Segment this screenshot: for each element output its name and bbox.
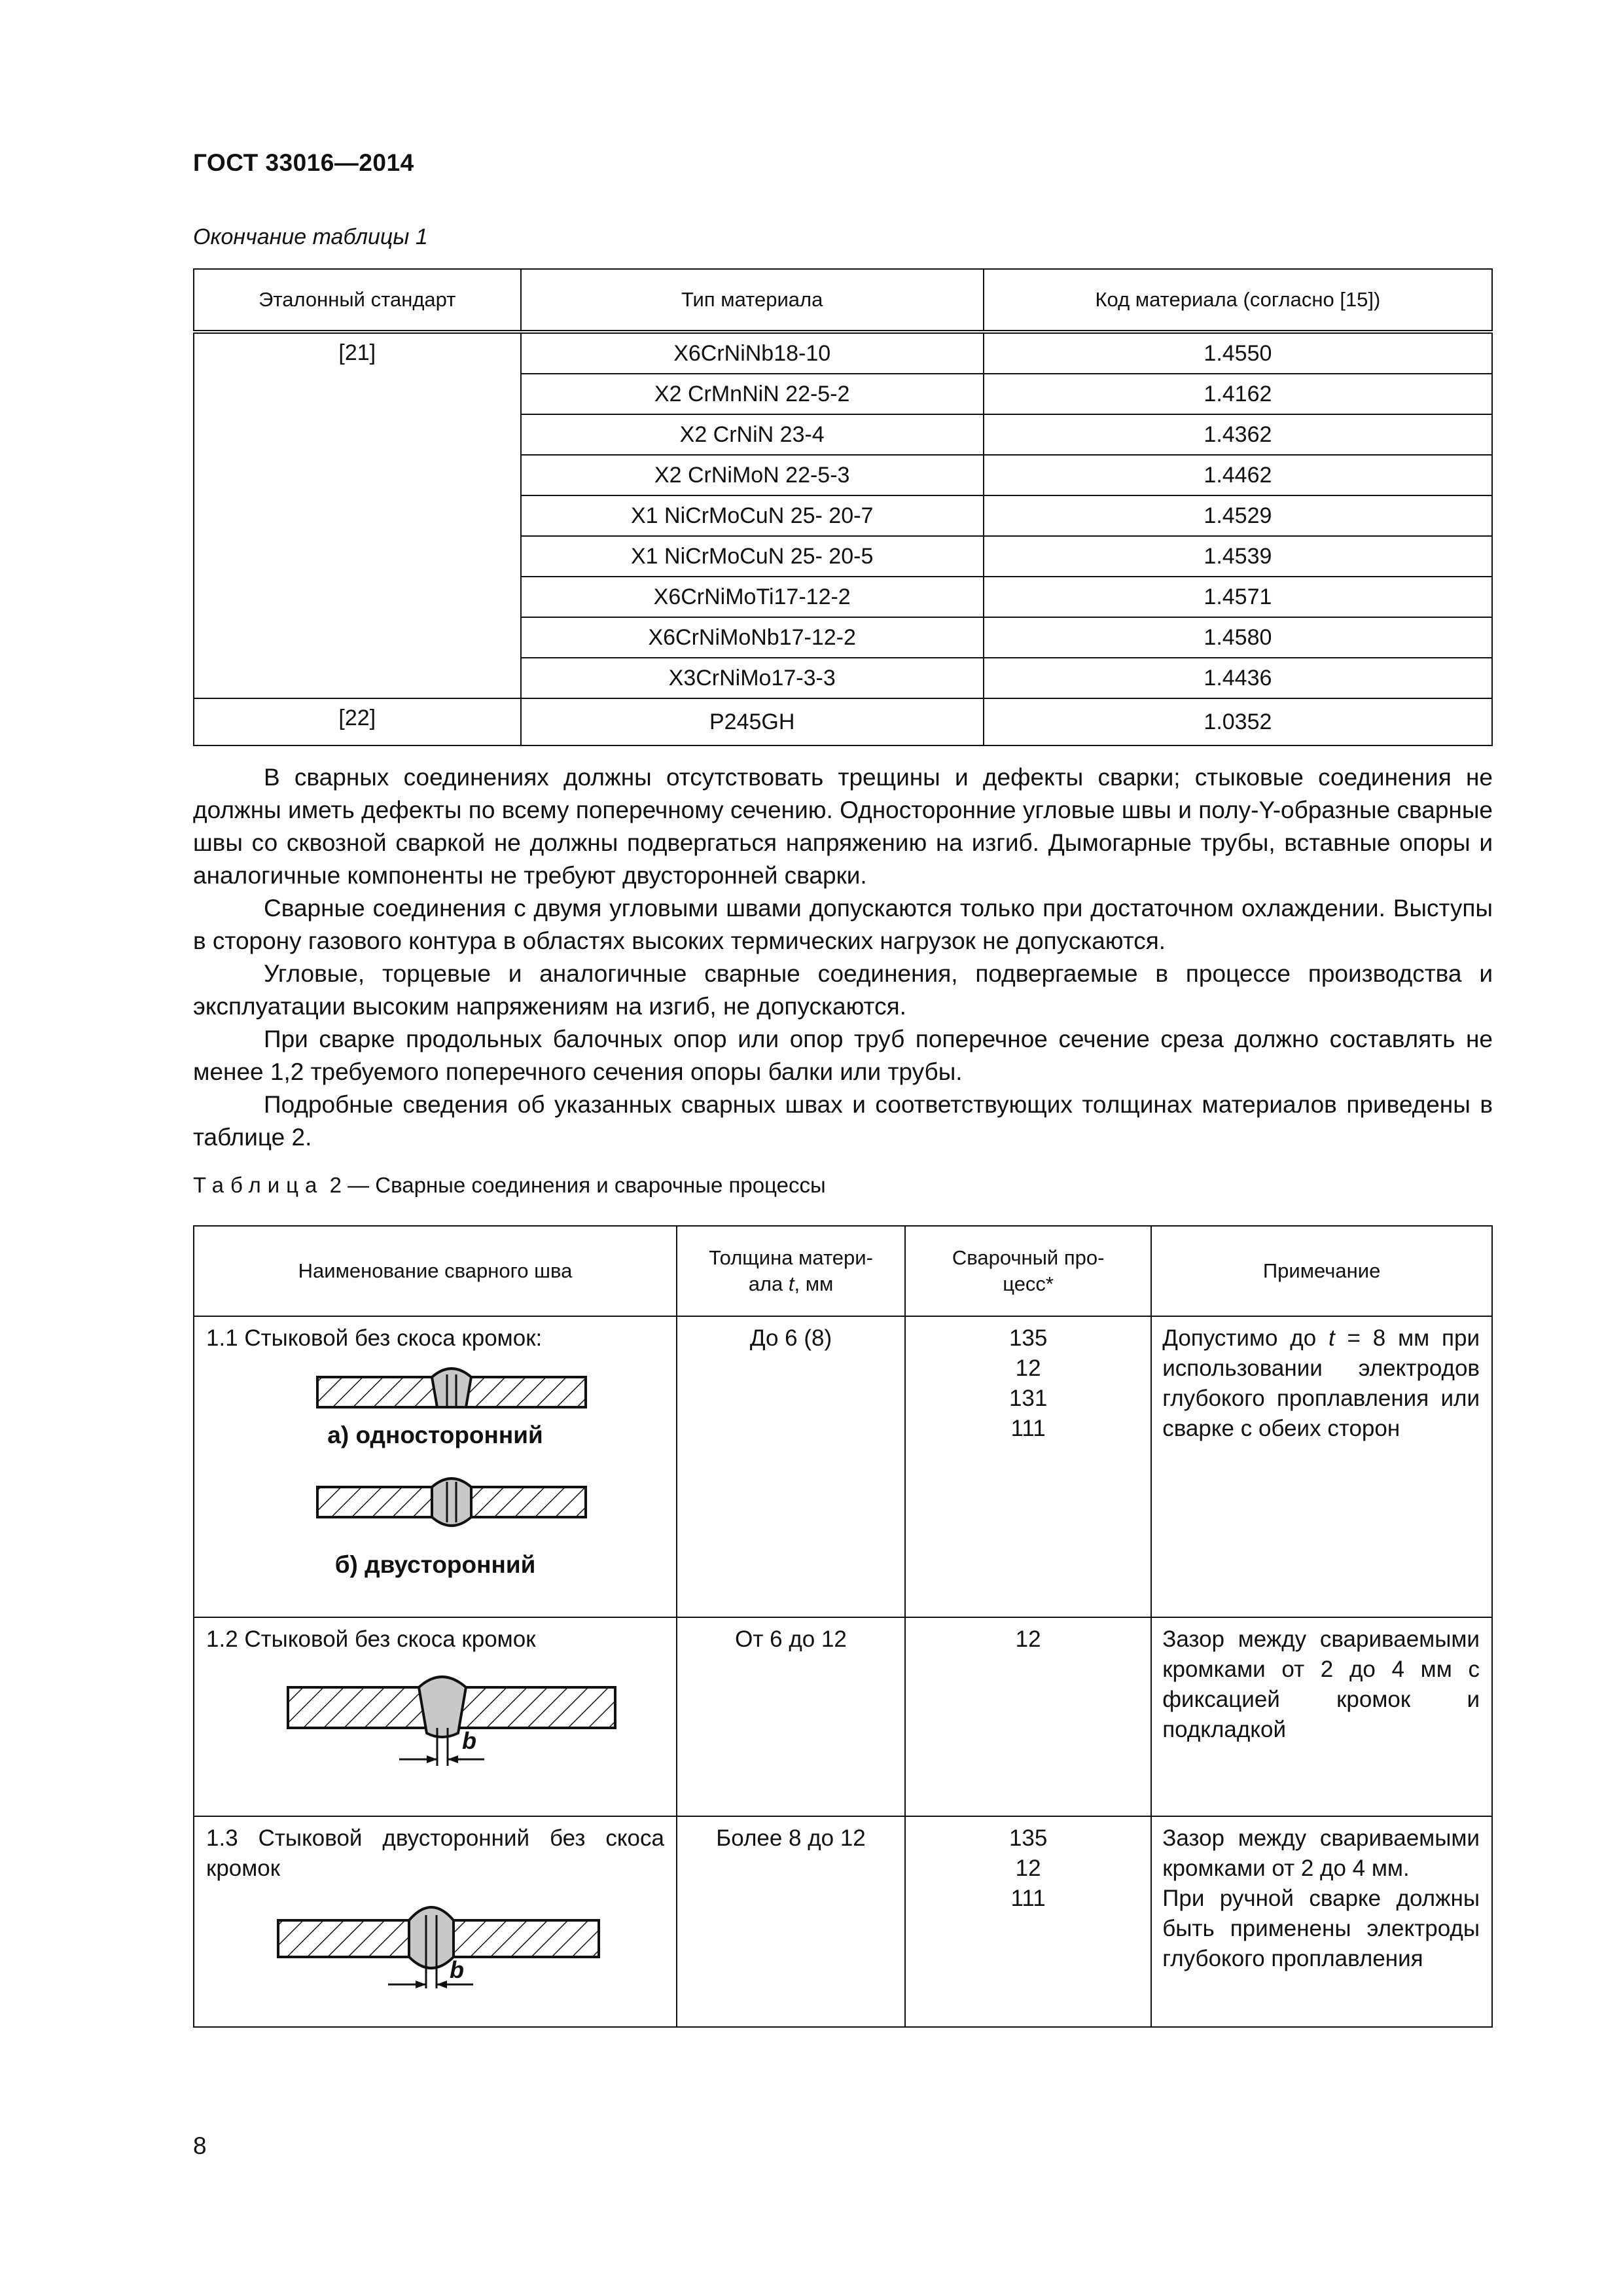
- thickness-cell: До 6 (8): [677, 1316, 905, 1617]
- weld-name-cell: [194, 1816, 677, 2027]
- material-code-cell: 1.4462: [984, 455, 1492, 495]
- double-sided-butt-weld-gap-diagram: [272, 1890, 612, 1995]
- paragraph: Сварные соединения с двумя угловыми швами допускаются только при достаточном охлаждении. Выступы в сторону газового контура в областях высоких термических нагрузок не допускаются.: [193, 895, 1493, 954]
- table-row: [194, 698, 1492, 745]
- paragraph: При сварке продольных балочных опор или опор труб поперечное сечение среза должно составлять не менее 1,2 требуемого поперечного сечения опоры балки или трубы.: [193, 1026, 1493, 1085]
- figure-label: а) односторонний: [327, 1422, 543, 1448]
- table-row: [194, 1316, 1492, 1617]
- page-number: 8: [193, 2132, 207, 2159]
- table-row: [194, 332, 1492, 374]
- table2-caption: [193, 1173, 826, 1198]
- header-material-code: Код материала (согласно [15]): [984, 269, 1492, 332]
- note-cell: Зазор между свариваемыми кромками от 2 до 4 мм с фиксацией кромок и подкладкой: [1151, 1617, 1492, 1816]
- material-type-cell: X2 CrNiN 23-4: [521, 414, 984, 455]
- weld-name-cell: [194, 1316, 677, 1617]
- table2-caption-rest: — Сварные соединения и сварочные процессы: [341, 1173, 826, 1197]
- note-cell: Зазор между свариваемыми кромками от 2 до 4 мм. При ручной сварке должны быть применены электроды глубокого проплавления: [1151, 1816, 1492, 2027]
- paragraph: Подробные сведения об указанных сварных швах и соответствующих толщинах материалов приведены в таблице 2.: [193, 1091, 1493, 1151]
- material-code-cell: 1.4580: [984, 617, 1492, 658]
- weld-name-cell: [194, 1617, 677, 1816]
- material-type-cell: X3CrNiMo17-3-3: [521, 658, 984, 698]
- material-code-cell: 1.0352: [984, 698, 1492, 745]
- weld-name: 1.3 Стыковой двусторонний без скоса кромок: [206, 1825, 664, 1881]
- material-type-cell: X2 CrMnNiN 22-5-2: [521, 374, 984, 414]
- process-cell: 135 12 131 111: [905, 1316, 1151, 1617]
- header-thickness: Толщина матери- ала t, мм: [677, 1226, 905, 1316]
- table-header-row: [194, 1226, 1492, 1316]
- gap-label: b: [450, 1956, 464, 1983]
- process-cell: 12: [905, 1617, 1151, 1816]
- paragraph: Угловые, торцевые и аналогичные сварные соединения, подвергаемые в процессе производства и эксплуатации высоким напряжениям на изгиб, не допускаются.: [193, 960, 1493, 1020]
- table1-caption: Окончание таблицы 1: [193, 224, 428, 249]
- material-type-cell: X6CrNiMoNb17-12-2: [521, 617, 984, 658]
- table2-caption-number: 2: [329, 1173, 342, 1197]
- paragraph: В сварных соединениях должны отсутствовать трещины и дефекты сварки; стыковые соединения не должны иметь дефекты по всему поперечному сечению. Односторонние угловые швы и полу-Y-образные сварные швы со сквозной сваркой не должны подвергаться напряжению на изгиб. Дымогарные трубы, вставные опоры и аналогичные компоненты не требуют двусторонней сварки.: [193, 764, 1493, 889]
- note-cell: Допустимо до t = 8 мм при использовании электродов глубокого проплавления или сварке с обеих сторон: [1151, 1316, 1492, 1617]
- reference-standard-cell: [22]: [194, 698, 521, 745]
- material-type-cell: X1 NiCrMoCuN 25- 20-5: [521, 536, 984, 577]
- welding-table: [193, 1225, 1493, 2028]
- material-type-cell: X1 NiCrMoCuN 25- 20-7: [521, 495, 984, 536]
- material-type-cell: X6CrNiNb18-10: [521, 332, 984, 374]
- header-weld-name: Наименование сварного шва: [194, 1226, 677, 1316]
- material-code-cell: 1.4539: [984, 536, 1492, 577]
- figure-label: б) двусторонний: [334, 1551, 536, 1578]
- materials-table: [193, 268, 1493, 746]
- table-row: [194, 1816, 1492, 2027]
- header-note: Примечание: [1151, 1226, 1492, 1316]
- document-header: ГОСТ 33016—2014: [193, 149, 414, 176]
- thickness-cell: От 6 до 12: [677, 1617, 905, 1816]
- material-code-cell: 1.4529: [984, 495, 1492, 536]
- single-sided-butt-weld-diagram: [314, 1364, 589, 1420]
- butt-weld-gap-diagram: [281, 1668, 622, 1779]
- body-text: [193, 761, 1493, 1154]
- material-code-cell: 1.4362: [984, 414, 1492, 455]
- material-type-cell: X6CrNiMoTi17-12-2: [521, 577, 984, 617]
- process-cell: 135 12 111: [905, 1816, 1151, 2027]
- header-material-type: Тип материала: [521, 269, 984, 332]
- material-code-cell: 1.4550: [984, 332, 1492, 374]
- header-welding-process: Сварочный про- цесс*: [905, 1226, 1151, 1316]
- reference-standard-cell: [21]: [194, 332, 521, 698]
- material-code-cell: 1.4436: [984, 658, 1492, 698]
- gap-label: b: [462, 1727, 476, 1754]
- table-row: [194, 1617, 1492, 1816]
- material-code-cell: 1.4162: [984, 374, 1492, 414]
- table2-caption-prefix: Таблица: [193, 1173, 324, 1197]
- weld-name: 1.1 Стыковой без скоса кромок:: [206, 1325, 543, 1351]
- material-type-cell: P245GH: [521, 698, 984, 745]
- table-header-row: [194, 269, 1492, 332]
- double-sided-butt-weld-diagram: [314, 1473, 589, 1532]
- material-code-cell: 1.4571: [984, 577, 1492, 617]
- header-reference-standard: Эталонный стандарт: [194, 269, 521, 332]
- material-type-cell: X2 CrNiMoN 22-5-3: [521, 455, 984, 495]
- weld-name: 1.2 Стыковой без скоса кромок: [206, 1626, 536, 1652]
- thickness-cell: Более 8 до 12: [677, 1816, 905, 2027]
